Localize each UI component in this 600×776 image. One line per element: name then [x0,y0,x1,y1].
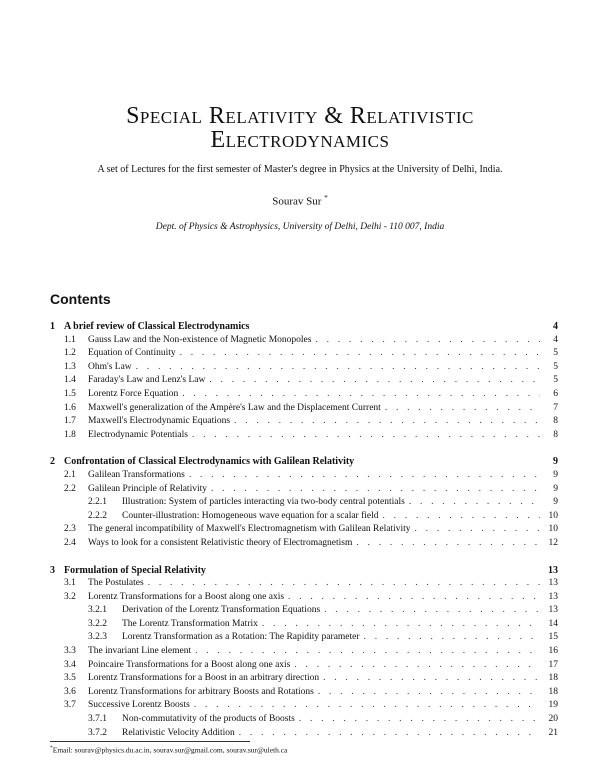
toc-page-number: 13 [548,564,558,576]
toc-subsection-entry[interactable] [50,374,558,388]
toc-page-number: 8 [553,429,558,440]
toc-entry-number: 1.1 [64,334,76,345]
toc-entry-title: Non-commutativity of the products of Boosts [122,714,295,725]
toc-entry-number: 3.7.2 [88,727,107,738]
toc-entry-title: The general incompatibility of Maxwell's Electromagnetism with Galilean Relativity [88,524,411,535]
toc-entry-title: Lorentz Transformations for arbitrary Boosts and Rotations [88,686,314,697]
title-line-1: Special Relativity & Relativistic [126,103,474,129]
toc-entry-title: Electrodynamic Potentials [88,429,188,440]
toc-entry-number: 3.4 [64,659,76,670]
toc-entry-title: Poincaire Transformations for a Boost along one axis [88,659,291,670]
toc-entry-number: 1.5 [64,388,76,399]
toc-entry-number: 1.2 [64,348,76,359]
toc-subsection-entry[interactable] [50,469,558,483]
toc-dot-leader [385,402,540,416]
toc-entry-number: 1.6 [64,402,76,413]
toc-entry-title: Maxwell's generalization of the Ampère's Law and the Displacement Current [88,402,381,413]
toc-entry-title: The Lorentz Transformation Matrix [122,618,258,629]
toc-page-number: 7 [553,402,558,413]
toc-dot-leader [294,659,540,673]
toc-entry-number: 3.6 [64,686,76,697]
toc-page-number: 13 [548,578,558,589]
toc-dot-leader [262,618,540,632]
toc-subsubsection-entry[interactable] [50,727,558,741]
paper-title [0,104,600,152]
toc-dot-leader [288,591,540,605]
toc-section-heading[interactable] [50,455,558,469]
toc-subsection-entry[interactable] [50,591,558,605]
toc-dot-leader [234,415,540,429]
toc-subsection-entry[interactable] [50,645,558,659]
toc-dot-leader [318,686,540,700]
toc-page-number: 20 [548,714,558,725]
toc-dot-leader [194,699,540,713]
toc-entry-title: Ohm's Law [88,361,132,372]
toc-entry-title: Lorentz Transformations for a Boost in an arbitrary direction [88,673,320,684]
toc-section-title: Formulation of Special Relativity [64,564,206,576]
contents-heading: Contents [50,291,111,307]
toc-entry-number: 3.1 [64,578,76,589]
toc-entry-number: 3.3 [64,646,76,657]
toc-entry-number: 1.3 [64,361,76,372]
toc-subsubsection-entry[interactable] [50,496,558,510]
author-footnote-mark[interactable]: * [324,194,328,202]
toc-dot-leader [180,347,540,361]
toc-entry-number: 3.2.3 [88,632,107,643]
toc-subsection-entry[interactable] [50,686,558,700]
toc-dot-leader [211,483,540,497]
toc-entry-number: 1.8 [64,429,76,440]
toc-entry-number: 2.3 [64,524,76,535]
toc-page-number: 21 [548,727,558,738]
toc-entry-title: Galilean Principle of Relativity [88,483,207,494]
toc-dot-leader [148,577,540,591]
toc-subsection-entry[interactable] [50,347,558,361]
toc-page-number: 13 [548,591,558,602]
toc-entry-number: 2.2.2 [88,510,107,521]
toc-page-number: 12 [548,537,558,548]
toc-entry-number: 2.2.1 [88,497,107,508]
toc-page-number: 18 [548,686,558,697]
table-of-contents [50,320,558,740]
toc-entry-number: 3.2.2 [88,618,107,629]
toc-page-number: 16 [548,646,558,657]
toc-page-number: 19 [548,700,558,711]
toc-page-number: 8 [553,416,558,427]
toc-section-number: 3 [50,564,55,576]
toc-subsubsection-entry[interactable] [50,713,558,727]
toc-page-number: 13 [548,605,558,616]
toc-dot-leader [136,361,540,375]
toc-subsection-entry[interactable] [50,537,558,551]
toc-page-number: 4 [553,321,558,332]
toc-subsubsection-entry[interactable] [50,618,558,632]
toc-subsection-entry[interactable] [50,672,558,686]
author-line [0,194,600,208]
toc-dot-leader [383,510,541,524]
toc-dot-leader [356,537,540,551]
toc-entry-title: Equation of Continuity [88,348,176,359]
toc-dot-leader [323,672,540,686]
toc-entry-number: 1.7 [64,416,76,427]
toc-section-number: 2 [50,456,55,468]
author-name: Sourav Sur [272,195,322,208]
toc-page-number: 6 [553,388,558,399]
toc-dot-leader [409,496,540,510]
toc-dot-leader [209,374,540,388]
toc-entry-number: 3.7.1 [88,714,107,725]
toc-entry-title: Faraday's Law and Lenz's Law [88,375,206,386]
toc-section-heading[interactable] [50,564,558,578]
toc-dot-leader [192,429,540,443]
toc-entry-title: Maxwell's Electrodynamic Equations [88,416,231,427]
toc-subsubsection-entry[interactable] [50,604,558,618]
toc-entry-title: Gauss Law and the Non-existence of Magnetic Monopoles [88,334,312,345]
toc-page-number: 9 [553,483,558,494]
toc-entry-title: Derivation of the Lorentz Transformation Equations [122,605,321,616]
toc-entry-title: Lorentz Force Equation [88,388,179,399]
toc-entry-title: Counter-illustration: Homogeneous wave equation for a scalar field [122,510,379,521]
toc-entry-title: Ways to look for a consistent Relativistic theory of Electromagnetism [88,537,353,548]
toc-entry-number: 2.2 [64,483,76,494]
toc-page-number: 15 [548,632,558,643]
toc-subsubsection-entry[interactable] [50,510,558,524]
toc-dot-leader [182,388,540,402]
toc-entry-title: The Postulates [88,578,144,589]
toc-dot-leader [189,469,540,483]
toc-entry-number: 2.4 [64,537,76,548]
toc-subsection-entry[interactable] [50,659,558,673]
toc-page-number: 5 [553,375,558,386]
toc-subsubsection-entry[interactable] [50,631,558,645]
toc-page-number: 14 [548,618,558,629]
toc-page-number: 9 [553,456,558,468]
toc-page-number: 4 [553,334,558,345]
toc-subsection-entry[interactable] [50,523,558,537]
toc-section [50,564,558,741]
footnote-mark: * [50,745,53,751]
toc-entry-number: 2.1 [64,469,76,480]
toc-section [50,455,558,550]
toc-subsection-entry[interactable] [50,483,558,497]
toc-page-number: 10 [548,524,558,535]
toc-subsection-entry[interactable] [50,402,558,416]
toc-section-number: 1 [50,321,55,332]
toc-entry-number: 3.7 [64,700,76,711]
toc-subsection-entry[interactable] [50,429,558,443]
toc-dot-leader [324,604,540,618]
paper-subtitle: A set of Lectures for the first semester of Master's degree in Physics at the University of Delhi, India. [97,164,503,175]
affiliation: Dept. of Physics & Astrophysics, University of Delhi, Delhi - 110 007, India [155,222,445,232]
toc-page-number: 18 [548,673,558,684]
toc-entry-title: Lorentz Transformation as a Rotation: The Rapidity parameter [122,632,360,643]
footnote-rule [50,741,250,742]
toc-dot-leader [315,334,540,348]
toc-dot-leader [299,713,540,727]
footnote-text: Email: sourav@physics.du.ac.in, sourav.sur@gmail.com, sourav.sur@uleth.ca [52,745,288,755]
toc-entry-title: Lorentz Transformations for a Boost along one axis [88,591,285,602]
toc-entry-title: The invariant Line element [88,646,192,657]
title-line-2: Electrodynamics [210,127,390,153]
toc-section-title: Confrontation of Classical Electrodynamics with Galilean Relativity [64,456,355,468]
toc-subsection-entry[interactable] [50,388,558,402]
toc-subsection-entry[interactable] [50,334,558,348]
toc-entry-title: Illustration: System of particles interacting via two-body central potentials [122,497,405,508]
toc-dot-leader [415,523,540,537]
toc-subsection-entry[interactable] [50,361,558,375]
toc-entry-title: Successive Lorentz Boosts [88,700,190,711]
footnote [50,745,287,755]
toc-subsection-entry[interactable] [50,415,558,429]
toc-page-number: 5 [553,348,558,359]
toc-dot-leader [239,727,540,741]
toc-subsection-entry[interactable] [50,699,558,713]
toc-entry-number: 1.4 [64,375,76,386]
toc-entry-number: 3.2 [64,591,76,602]
toc-page-number: 9 [553,469,558,480]
toc-entry-number: 3.5 [64,673,76,684]
toc-page-number: 5 [553,361,558,372]
toc-section [50,320,558,442]
toc-entry-number: 3.2.1 [88,605,107,616]
toc-entry-title: Relativistic Velocity Addition [122,727,235,738]
toc-section-heading[interactable] [50,320,558,334]
toc-dot-leader [364,631,540,645]
toc-subsection-entry[interactable] [50,577,558,591]
toc-page-number: 17 [548,659,558,670]
toc-section-title: A brief review of Classical Electrodynamics [64,321,250,332]
toc-entry-title: Galilean Transformations [88,469,185,480]
toc-dot-leader [195,645,540,659]
toc-page-number: 10 [548,510,558,521]
toc-page-number: 9 [553,497,558,508]
